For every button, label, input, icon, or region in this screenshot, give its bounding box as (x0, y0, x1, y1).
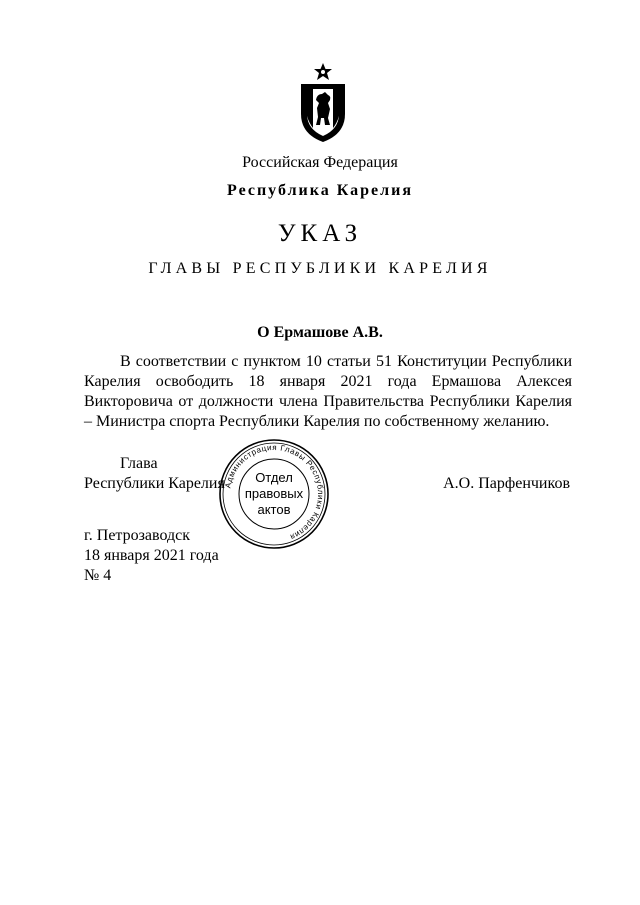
document-subject: О Ермашове А.В. (257, 324, 383, 341)
issue-city: г. Петрозаводск (84, 527, 191, 544)
document-footer (84, 526, 219, 586)
signatory-title-line1: Глава (120, 455, 158, 472)
signatory-name: А.О. Парфенчиков (443, 475, 570, 492)
signatory-title (84, 454, 225, 494)
document-number: № 4 (84, 567, 112, 584)
decree-body: В соответствии с пунктом 10 статьи 51 Конституции Республики Карелия освободить 18 января 2021 года Ермашова Алексея Викторовича от должности члена Правительства Республики Карелия – Министра спорта Республики Карелия по собственному желанию. (84, 353, 572, 430)
stamp-ring-text: Администрация Главы Республики Карелия (223, 442, 326, 542)
official-stamp (218, 438, 330, 550)
coat-of-arms-icon (295, 62, 351, 144)
document-issuer: ГЛАВЫ РЕСПУБЛИКИ КАРЕЛИЯ (148, 260, 492, 277)
republic-name: Республика Карелия (227, 182, 413, 199)
issue-date: 18 января 2021 года (84, 547, 219, 564)
stamp-line3: актов (257, 502, 291, 517)
stamp-line1: Отдел (255, 470, 293, 485)
signatory-title-line2: Республики Карелия (84, 475, 225, 492)
country-name: Российская Федерация (242, 154, 398, 171)
stamp-line2: правовых (244, 486, 304, 501)
document-type: УКАЗ (277, 220, 363, 247)
